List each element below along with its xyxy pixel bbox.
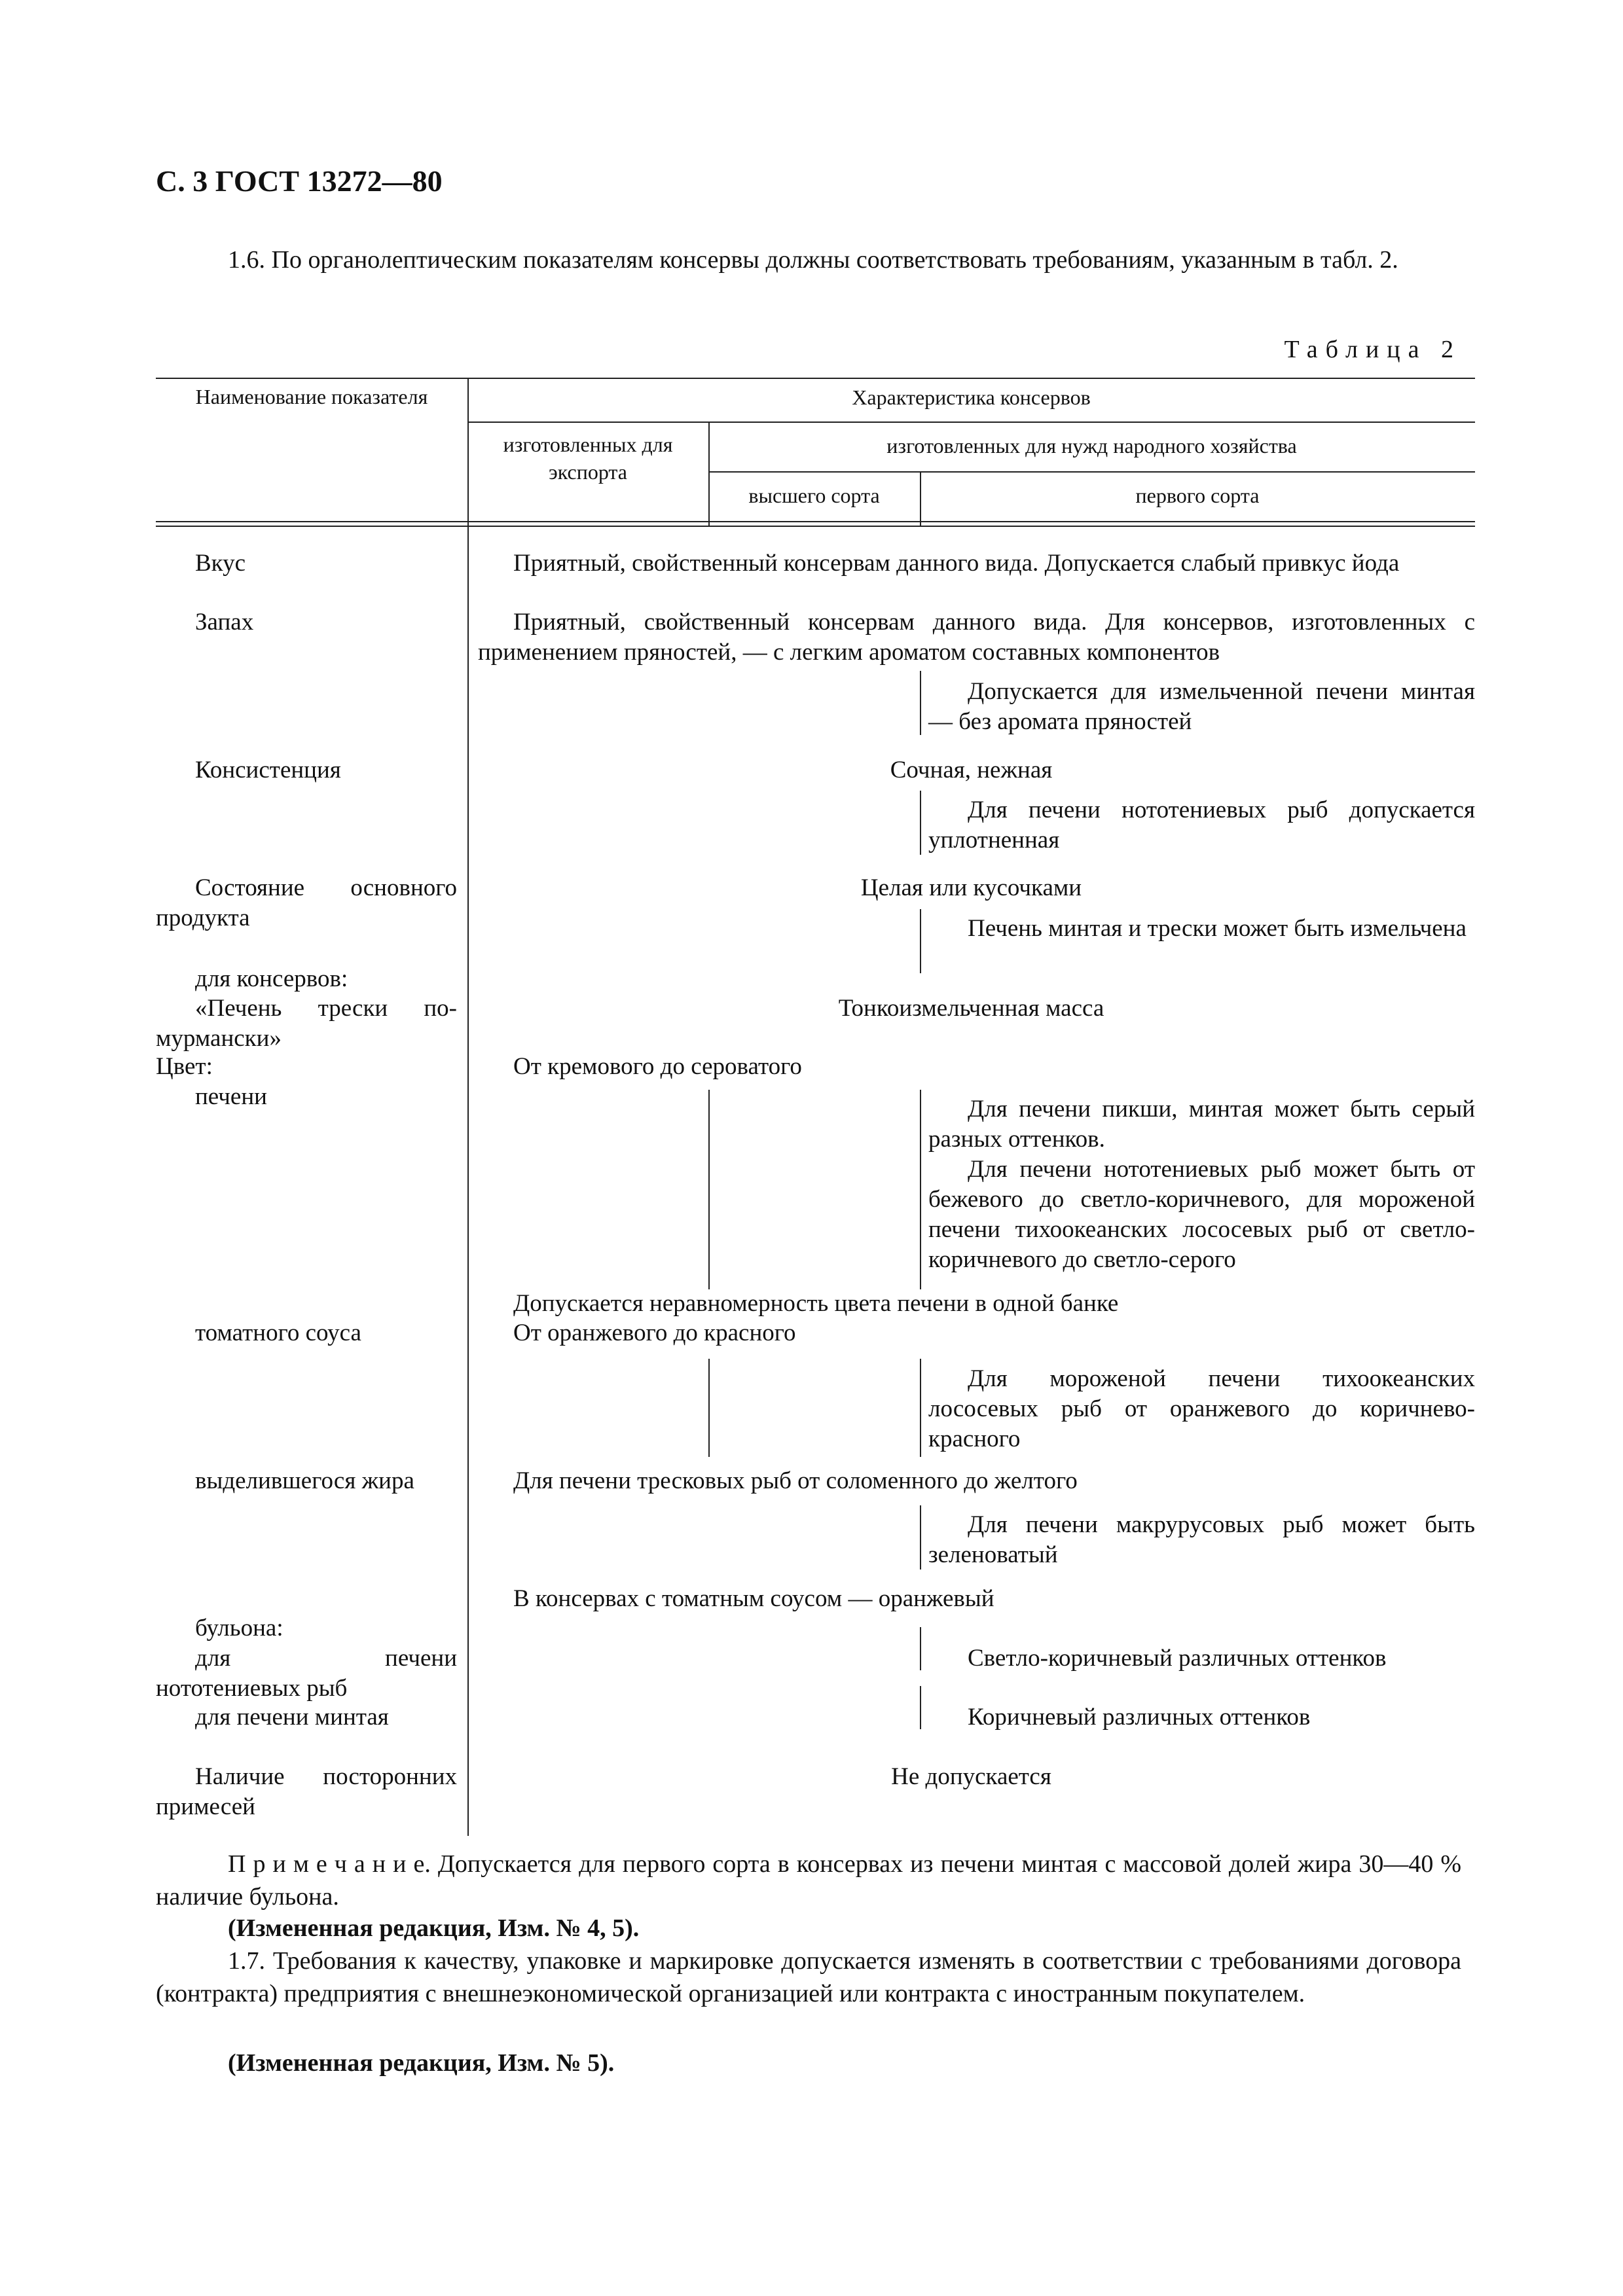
zhir-tomato-note: В консервах с томатным соусом — оранжевый <box>513 1585 994 1612</box>
first-grade-header: первого сорта <box>1135 484 1260 507</box>
pecheni-value: От кремового до сероватого <box>513 1053 802 1080</box>
divider-pecheni-first <box>920 1090 921 1289</box>
intro-paragraph: 1.6. По органолептическим показателям консервы должны соответствовать требованиям, указанным в табл. 2. <box>228 246 1398 274</box>
paragraph-1-7: 1.7. Требования к качеству, упаковке и маркировке допускается изменять в соответствии с требованиями договора (контракта) предприятия с внешнеэкономической организацией или контракта с иностранным покупателем. <box>156 1947 1461 2007</box>
header-rule-1 <box>467 422 1475 423</box>
header-bottom-rule-b <box>156 526 1475 527</box>
col-name-header: Наименование показателя <box>195 385 428 408</box>
pecheni-first-grade-2: Для печени нототениевых рыб может быть от бежевого до светло-коричневого, для мороженой печени тихоокеанских лососевых рыб от светло-коричневого до светло-серого <box>928 1156 1475 1273</box>
highest-grade-header: высшего сорта <box>748 484 880 507</box>
divider-sostoyanie <box>920 909 921 973</box>
domestic-header: изготовленных для нужд народного хозяйства <box>886 434 1297 457</box>
row-label-tomat: томатного соуса <box>195 1319 361 1346</box>
divider-zhir <box>920 1505 921 1570</box>
tomat-first-grade: Для мороженой печени тихоокеанских лососевых рыб от оранжевого до коричнево-красного <box>928 1365 1475 1452</box>
pecheni-uniformity: Допускается неравномерность цвета печени в одной банке <box>513 1290 1119 1317</box>
bulon-not-value: Светло-коричневый различных оттенков <box>968 1645 1387 1672</box>
sostoyanie-value: Целая или кусочками <box>860 874 1082 901</box>
pecheni-first-grade-1: Для печени пикши, минтая может быть серый разных оттенков. <box>928 1096 1475 1153</box>
row-label-zhir: выделившегося жира <box>195 1467 414 1494</box>
export-header: изготовленных для экспорта <box>503 433 673 484</box>
divider-konsist <box>920 791 921 855</box>
characteristic-header: Характеристика консервов <box>852 386 1091 409</box>
divider-pecheni-highest <box>708 1090 710 1289</box>
row-label-pecheni: печени <box>195 1083 267 1110</box>
zapah-value: Приятный, свойственный консервам данного вида. Для консервов, изготовленных с применением пряностей, — с легким ароматом составных компонентов <box>478 609 1475 666</box>
row-label-sostoyanie: Состояние основного продукта <box>156 874 457 931</box>
row-label-pechen-treski: «Печень трески по-мурмански» <box>156 995 457 1052</box>
pechen-treski-value: Тонкоизмельченная масса <box>838 995 1104 1022</box>
page-header: С. 3 ГОСТ 13272—80 <box>156 164 443 198</box>
amendment-1: (Измененная редакция, Изм. № 4, 5). <box>228 1914 640 1942</box>
amendment-2: (Измененная редакция, Изм. № 5). <box>228 2049 615 2077</box>
table-label: Таблица 2 <box>1284 336 1461 363</box>
row-label-bulon: бульона: <box>195 1615 283 1641</box>
konsist-value: Сочная, нежная <box>890 757 1053 783</box>
divider-zapah <box>920 671 921 735</box>
sostoyanie-first-grade: Печень минтая и трески может быть измельчена <box>968 915 1467 942</box>
divider-tomat-highest <box>708 1359 710 1457</box>
zapah-first-grade: Допускается для измельченной печени минтая — без аромата пряностей <box>928 678 1475 735</box>
row-label-bulon-not: для печени нототениевых рыб <box>156 1645 457 1702</box>
table-top-rule <box>156 378 1475 379</box>
row-label-konsist: Консистенция <box>195 757 341 783</box>
divider-bulon-min <box>920 1686 921 1729</box>
vkus-value: Приятный, свойственный консервам данного вида. Допускается слабый привкус йода <box>513 550 1400 577</box>
zhir-first-grade: Для печени макрурусовых рыб может быть зеленоватый <box>928 1511 1475 1568</box>
primesi-value: Не допускается <box>891 1763 1051 1790</box>
row-label-bulon-min: для печени минтая <box>195 1704 389 1731</box>
table-note: П р и м е ч а н и е. Допускается для первого сорта в консервах из печени минтая с массовой долей жира 30—40 % наличие бульона. <box>156 1850 1461 1910</box>
row-label-vkus: Вкус <box>195 550 246 577</box>
tomat-value: От оранжевого до красного <box>513 1319 796 1346</box>
row-label-zapah: Запах <box>195 609 254 636</box>
divider-tomat-first <box>920 1359 921 1457</box>
header-bottom-rule-a <box>156 521 1475 522</box>
konsist-first-grade: Для печени нототениевых рыб допускается уплотненная <box>928 797 1475 853</box>
column-divider-main <box>467 378 469 1836</box>
header-rule-2 <box>708 471 1475 473</box>
row-label-dlya-konservov: для консервов: <box>195 965 348 992</box>
bulon-min-value: Коричневый различных оттенков <box>968 1704 1311 1731</box>
row-label-cvet: Цвет: <box>156 1053 213 1080</box>
zhir-value: Для печени тресковых рыб от соломенного до желтого <box>513 1467 1078 1494</box>
divider-bulon-not <box>920 1627 921 1670</box>
row-label-primesi: Наличие посторонних примесей <box>156 1763 457 1820</box>
